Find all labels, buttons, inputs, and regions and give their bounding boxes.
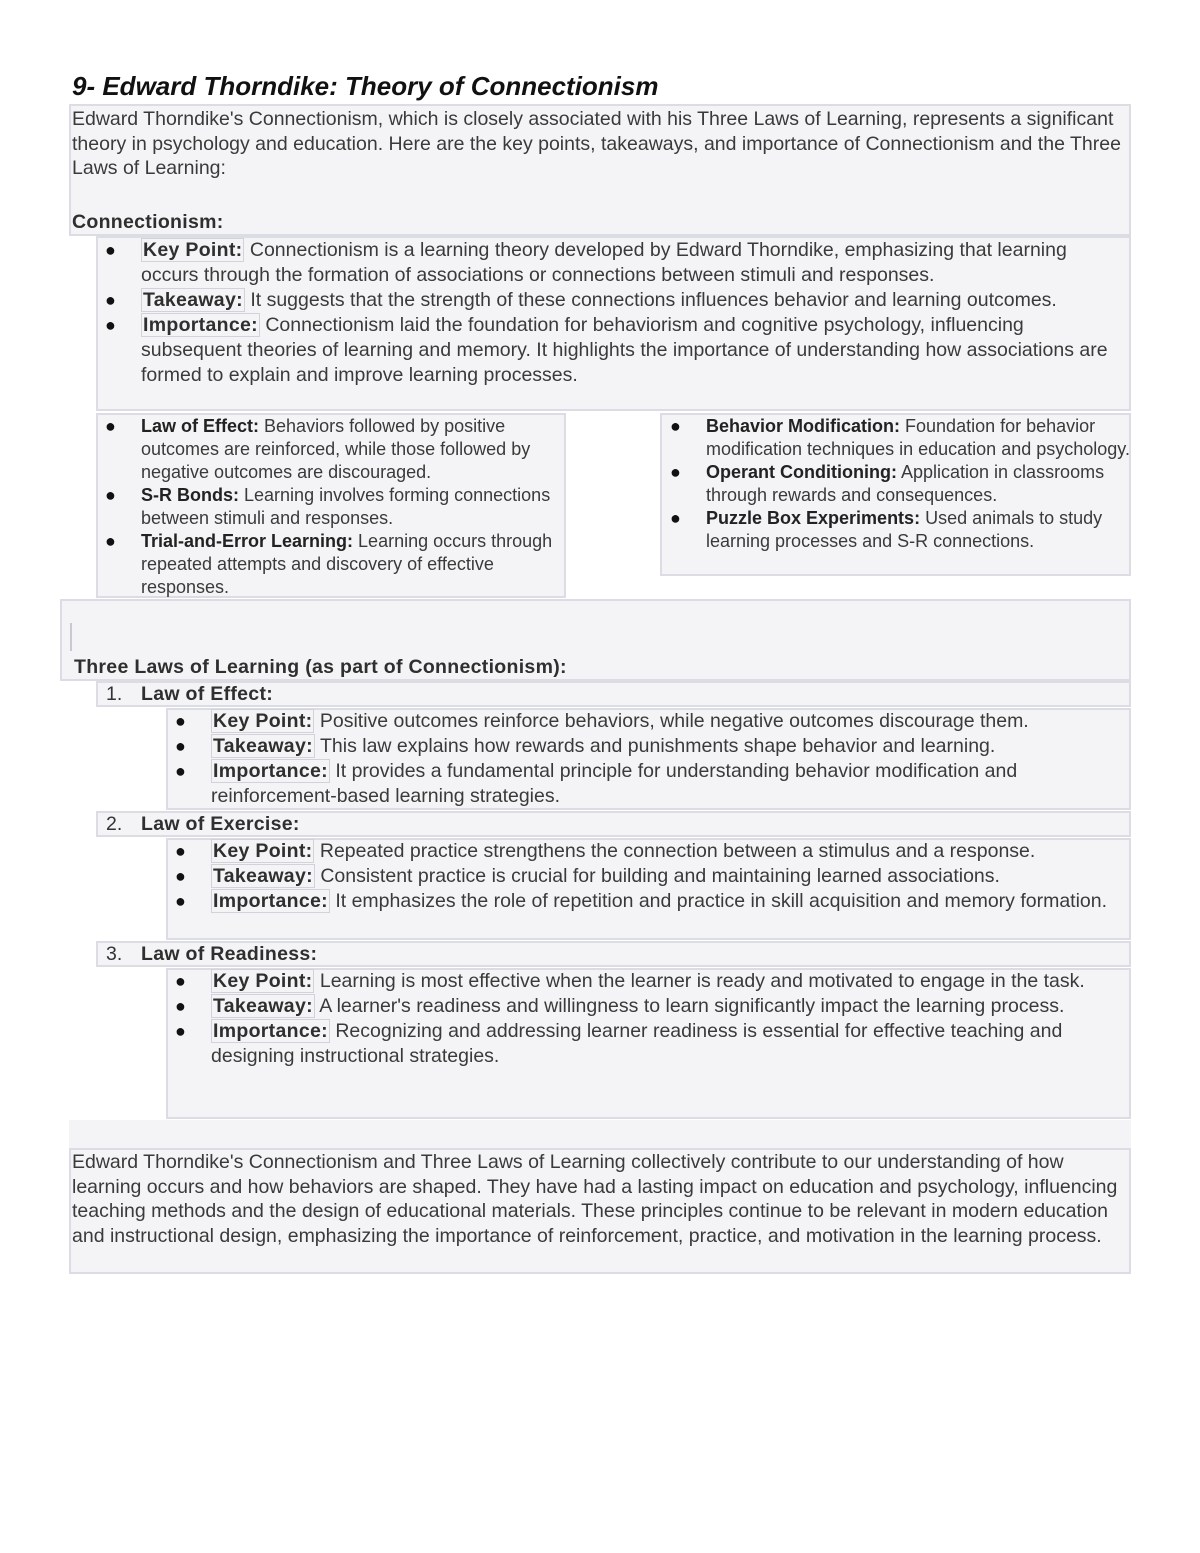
list-item: ● Takeaway: This law explains how rewards and punishments shape behavior and learning. <box>175 735 996 757</box>
list-item: ● Behavior Modification: Foundation for behavior modification techniques in education and psychology. <box>670 416 1130 459</box>
list-item: ● Takeaway: It suggests that the strength of these connections influences behavior and learning outcomes. <box>105 289 1057 311</box>
law-title: Law of Exercise: <box>141 813 300 835</box>
law-number: 2. <box>106 813 123 835</box>
list-item: ● Importance: Recognizing and addressing learner readiness is essential for effective teaching and designing instructional strategies. <box>175 1020 1063 1067</box>
list-item: ● Importance: It emphasizes the role of repetition and practice in skill acquisition and memory formation. <box>175 890 1108 912</box>
list-item: ● Key Point: Repeated practice strengthens the connection between a stimulus and a response. <box>175 840 1036 862</box>
text-cursor <box>70 623 72 651</box>
list-item: ● Key Point: Positive outcomes reinforce behaviors, while negative outcomes discourage them. <box>175 710 1029 732</box>
list-item: ● Key Point: Learning is most effective when the learner is ready and motivated to engage in the task. <box>175 970 1085 992</box>
list-item: ● Operant Conditioning: Application in classrooms through rewards and consequences. <box>670 462 1105 505</box>
list-item: ● Importance: Connectionism laid the foundation for behaviorism and cognitive psychology, influencing subsequent theories of learning and memory. It highlights the importance of understanding how associations are formed to explain and improve learning processes. <box>105 314 1108 386</box>
list-item: ● Trial-and-Error Learning: Learning occurs through repeated attempts and discovery of effective responses. <box>105 531 553 597</box>
intro-paragraph: Edward Thorndike's Connectionism, which is closely associated with his Three Laws of Learning, represents a significant theory in psychology and education. Here are the key points, takeaways, and importance of Connectionism and the Three Laws of Learning: <box>72 108 1121 179</box>
connectionism-list <box>105 238 1121 388</box>
law-number: 1. <box>106 683 123 705</box>
page-title: 9- Edward Thorndike: Theory of Connectionism <box>72 71 659 101</box>
law-title: Law of Effect: <box>141 683 274 705</box>
list-item: ● Importance: It provides a fundamental principle for understanding behavior modification and reinforcement-based learning strategies. <box>175 760 1018 807</box>
connectionism-heading: Connectionism: <box>72 211 224 233</box>
law-number: 3. <box>106 943 123 965</box>
list-item: ● S-R Bonds: Learning involves forming connections between stimuli and responses. <box>105 485 551 528</box>
list-item: ● Key Point: Connectionism is a learning theory developed by Edward Thorndike, emphasizing that learning occurs through the formation of associations or connections between stimuli and responses. <box>105 239 1067 286</box>
right-column-list <box>670 415 1130 553</box>
list-item: ● Takeaway: Consistent practice is crucial for building and maintaining learned associations. <box>175 865 1000 887</box>
law-2-list <box>175 839 1126 914</box>
law-3-list <box>175 969 1126 1069</box>
conclusion-paragraph: Edward Thorndike's Connectionism and Three Laws of Learning collectively contribute to our understanding of how learning occurs and how behaviors are shaped. They have had a lasting impact on education and psychology, influencing teaching methods and the design of educational materials. These principles continue to be relevant in modern education and instructional design, emphasizing the importance of reinforcement, practice, and motivation in the learning process. <box>72 1151 1118 1247</box>
laws-heading: Three Laws of Learning (as part of Connectionism): <box>74 656 567 678</box>
law-title: Law of Readiness: <box>141 943 318 965</box>
left-column-list <box>105 415 556 599</box>
list-item: ● Law of Effect: Behaviors followed by positive outcomes are reinforced, while those followed by negative outcomes are discouraged. <box>105 416 531 482</box>
law-1-list <box>175 709 1126 809</box>
spacer-band <box>69 1120 1131 1148</box>
list-item: ● Takeaway: A learner's readiness and willingness to learn significantly impact the learning process. <box>175 995 1065 1017</box>
list-item: ● Puzzle Box Experiments: Used animals to study learning processes and S-R connections. <box>670 508 1103 551</box>
